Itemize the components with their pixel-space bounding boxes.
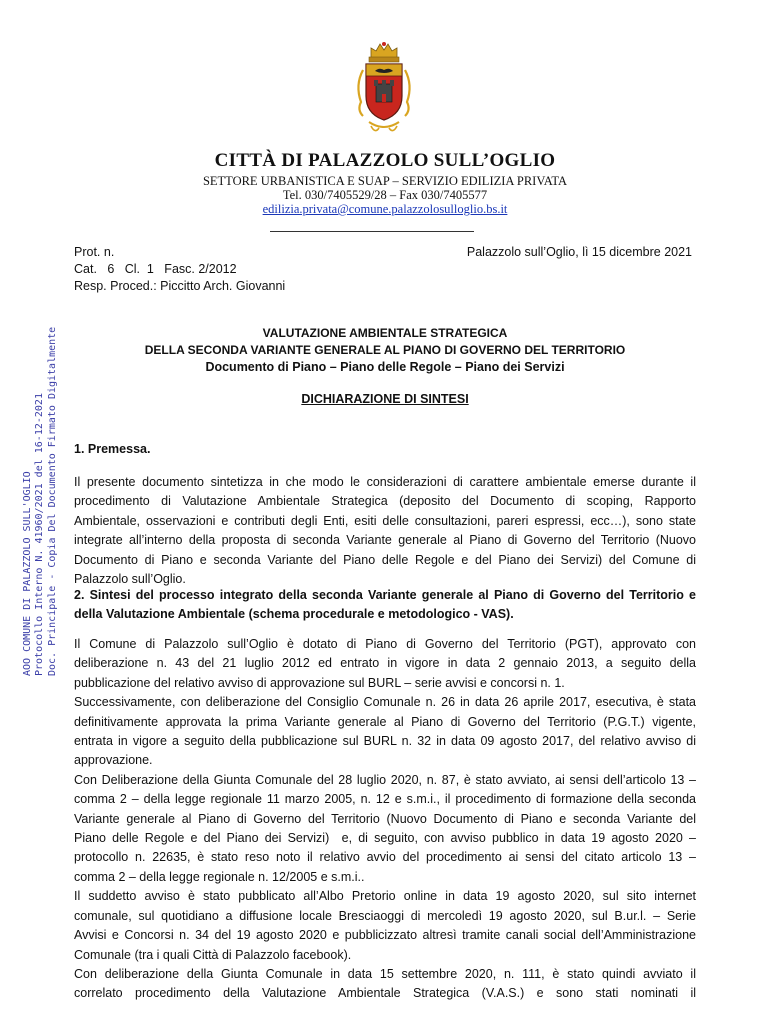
body-line: pubblicazione del relativo avviso di approvazione sul BURL – serie avvisi e concorsi n. 1. bbox=[74, 675, 565, 690]
body-line: comma 2 – della legge regionale n. 12/2005 e s.m.i.. bbox=[74, 869, 365, 884]
body-line: protocollo n. 22635, è stato reso noto il relativo avvio del procedimento ai sensi del citato articolo 13 – bbox=[74, 850, 696, 865]
body-line: Piano delle Regole e del Piano dei Servizi) e, di seguito, con avviso pubblico in data 19 agosto 2020 – bbox=[74, 831, 696, 846]
body-line: Successivamente, con deliberazione del Consiglio Comunale n. 26 in data 26 aprile 2017, esecutiva, è stata bbox=[74, 695, 696, 710]
body-line: definitivamente approvata la prima Variante generale al Piano di Governo del Territorio (P.G.T.) vigente, bbox=[74, 714, 696, 729]
title-line-3: Documento di Piano – Piano delle Regole – Piano dei Servizi bbox=[205, 360, 565, 374]
document-heading bbox=[0, 392, 770, 406]
body-line: entrata in vigore a seguito della pubblicazione sul BURL n. 32 in data 09 agosto 2017, del relativo avviso di bbox=[74, 734, 696, 749]
body-line: Documento di Piano e seconda Variante del Piano delle Regole e del Piano dei Servizi) del Comune di bbox=[74, 552, 696, 567]
section-2-heading bbox=[74, 586, 696, 625]
title-line-2: DELLA SECONDA VARIANTE GENERALE AL PIANO DI GOVERNO DEL TERRITORIO bbox=[144, 343, 626, 357]
protocol-stamp bbox=[22, 327, 59, 676]
city-name: CITTÀ DI PALAZZOLO SULL’OGLIO bbox=[214, 150, 556, 171]
body-line: Avvisi e Concorsi n. 34 del 19 agosto 2020 e pubblicizzato altresì tramite canali social dell’Amministrazione bbox=[74, 928, 696, 943]
section-1-body bbox=[74, 473, 696, 589]
body-line: Il presente documento sintetizza in che modo le considerazioni di carattere ambientale emerse durante il bbox=[74, 475, 696, 489]
body-line: Il Comune di Palazzolo sull’Oglio è dotato di Piano di Governo del Territorio (PGT), approvato con bbox=[74, 637, 696, 651]
body-line: Con Deliberazione della Giunta Comunale del 28 luglio 2020, n. 87, è stato avviato, ai sensi dell’articolo 13 – bbox=[74, 772, 696, 787]
heading-line: della Valutazione Ambientale (schema procedurale e metodologico - VAS). bbox=[74, 607, 514, 622]
document-heading-text: DICHIARAZIONE DI SINTESI bbox=[301, 392, 469, 406]
body-line: Il suddetto avviso è stato pubblicato all’Albo Pretorio online in data 19 agosto 2020, sul sito internet bbox=[74, 889, 696, 904]
prot-number: Prot. n. bbox=[74, 245, 115, 259]
stamp-line-1: AOO COMUNE DI PALAZZOLO SULL'OGLIO bbox=[22, 471, 33, 676]
body-line: comunale, sul quotidiano a diffusione locale Bresciaoggi di mercoledì 19 agosto 2020, sul B.ur.l. – Serie bbox=[74, 908, 696, 923]
body-line: deliberazione n. 43 del 21 luglio 2012 ed entrato in vigore in data 2 gennaio 2013, a seguito della bbox=[74, 656, 696, 671]
stamp-line-2: Protocollo Interno N. 41960/2021 del 16-12-2021 bbox=[34, 393, 46, 676]
coat-of-arms-icon bbox=[349, 40, 419, 136]
department-name: SETTORE URBANISTICA E SUAP – SERVIZIO EDILIZIA PRIVATA bbox=[202, 174, 568, 188]
body-line: Palazzolo sull’Oglio. bbox=[74, 572, 186, 587]
responsible-person: Resp. Proced.: Piccitto Arch. Giovanni bbox=[74, 279, 286, 293]
body-line: Ambientale, osservazioni e contributi degli Enti, esiti delle consultazioni, pareri espressi, ecc…), sono state bbox=[74, 513, 696, 528]
email-line bbox=[0, 202, 770, 217]
body-line: correlato procedimento della Valutazione Ambientale Strategica (V.A.S.) e sono stati nominati il bbox=[74, 986, 696, 1001]
header-divider bbox=[270, 231, 474, 232]
stamp-line-3: Doc. Principale - Copia Del Documento Firmato Digitalmente bbox=[46, 326, 58, 676]
section-2-body bbox=[74, 635, 696, 1004]
document-date: Palazzolo sull’Oglio, lì 15 dicembre 2021 bbox=[466, 245, 692, 259]
body-line: approvazione. bbox=[74, 753, 153, 768]
section-1-heading: 1. Premessa. bbox=[74, 442, 151, 456]
phone-fax: Tel. 030/7405529/28 – Fax 030/7405577 bbox=[282, 188, 488, 202]
title-line-1: VALUTAZIONE AMBIENTALE STRATEGICA bbox=[262, 326, 508, 340]
classification: Cat. 6 Cl. 1 Fasc. 2/2012 bbox=[74, 262, 237, 276]
body-line: Comunale (tra i quali Città di Palazzolo facebook). bbox=[74, 947, 352, 962]
heading-line: 2. Sintesi del processo integrato della seconda Variante generale al Piano di Governo del Territorio e bbox=[74, 588, 696, 602]
body-line: Variante generale al Piano di Governo del Territorio (Nuovo Documento di Piano e seconda Variante del bbox=[74, 811, 696, 826]
body-line: comma 2 – della legge regionale 11 marzo 2005, n. 12 e s.m.i., il procedimento di formazione della seconda bbox=[74, 792, 696, 807]
body-line: procedimento di Valutazione Ambientale Strategica (deposito del Documento di scoping, Rapporto bbox=[74, 494, 696, 509]
email-link[interactable]: edilizia.privata@comune.palazzolosulloglio.bs.it bbox=[262, 202, 508, 216]
body-line: Con deliberazione della Giunta Comunale in data 15 settembre 2020, n. 111, è stato quindi avviato il bbox=[74, 966, 696, 981]
body-line: integrate all’interno della proposta di seconda Variante generale al Piano di Governo del Territorio (Nuovo bbox=[74, 533, 696, 548]
